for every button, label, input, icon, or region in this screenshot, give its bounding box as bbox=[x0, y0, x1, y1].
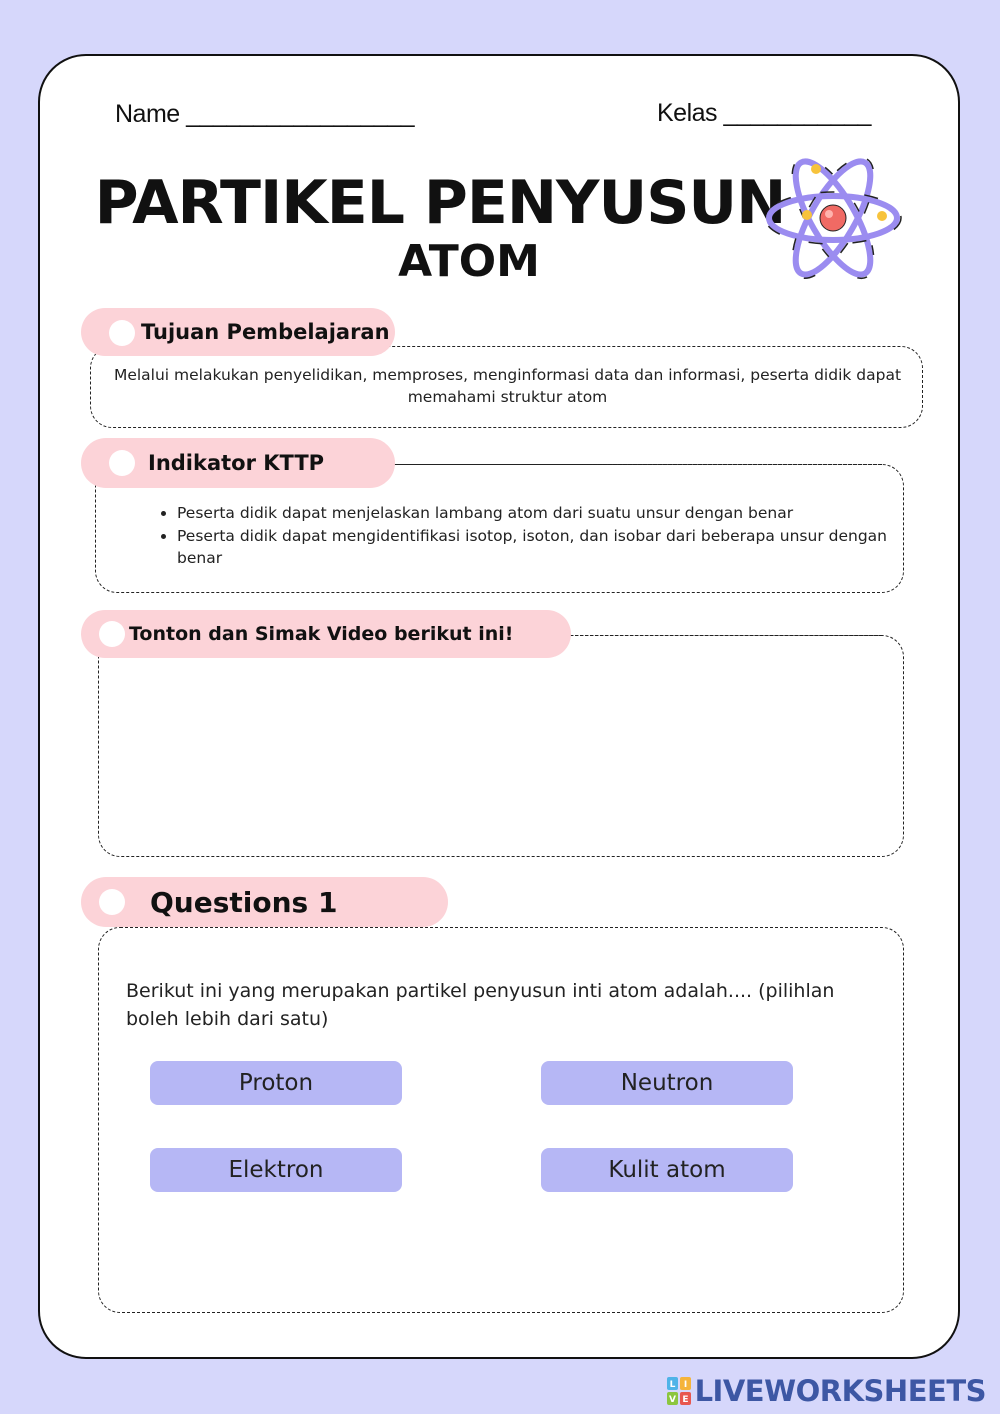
logo-letter: V bbox=[668, 1395, 676, 1405]
bullet-circle-icon bbox=[109, 450, 135, 476]
logo-letter: E bbox=[682, 1395, 689, 1405]
tujuan-text: Melalui melakukan penyelidikan, memproses, menginformasi data dan informasi, peserta didik dapat memahami struktur atom bbox=[113, 366, 902, 406]
liveworksheets-logo-icon bbox=[667, 1377, 691, 1405]
list-item: • Peserta didik dapat mengidentifikasi isotop, isoton, dan isobar dari beberapa unsur dengan benar bbox=[177, 525, 927, 570]
choice-kulit-atom[interactable]: Kulit atom bbox=[541, 1148, 793, 1192]
name-field-label: Name _________________ bbox=[115, 100, 414, 128]
choice-proton[interactable]: Proton bbox=[150, 1061, 402, 1105]
liveworksheets-brand[interactable] bbox=[667, 1374, 986, 1408]
question-prompt: Berikut ini yang merupakan partikel penyusun inti atom adalah.... (pilihlan boleh lebih dari satu) bbox=[126, 980, 835, 1030]
video-box bbox=[98, 635, 904, 857]
tujuan-heading-pill bbox=[81, 308, 395, 356]
video-heading: Tonton dan Simak Video berikut ini! bbox=[129, 623, 514, 645]
questions-heading-pill bbox=[81, 877, 448, 927]
page-subtitle: ATOM bbox=[398, 236, 540, 287]
bullet-circle-icon bbox=[109, 320, 135, 346]
indikator-list bbox=[140, 502, 927, 570]
logo-letter: I bbox=[683, 1380, 687, 1390]
video-heading-pill bbox=[81, 610, 571, 658]
bullet-circle-icon bbox=[99, 621, 125, 647]
indikator-heading: Indikator KTTP bbox=[148, 451, 325, 475]
page-title: PARTIKEL PENYUSUN bbox=[94, 168, 786, 238]
indikator-heading-pill bbox=[81, 438, 395, 488]
list-item: • Peserta didik dapat menjelaskan lambang atom dari suatu unsur dengan benar bbox=[177, 502, 927, 525]
kelas-field-label: Kelas ___________ bbox=[657, 99, 871, 127]
logo-letter: L bbox=[669, 1380, 675, 1390]
atom-icon bbox=[758, 150, 908, 288]
choice-neutron[interactable]: Neutron bbox=[541, 1061, 793, 1105]
choice-elektron[interactable]: Elektron bbox=[150, 1148, 402, 1192]
tujuan-heading: Tujuan Pembelajaran bbox=[141, 320, 390, 344]
brand-name: LIVEWORKSHEETS bbox=[694, 1374, 986, 1408]
questions-heading: Questions 1 bbox=[150, 885, 338, 919]
bullet-circle-icon bbox=[99, 889, 125, 915]
